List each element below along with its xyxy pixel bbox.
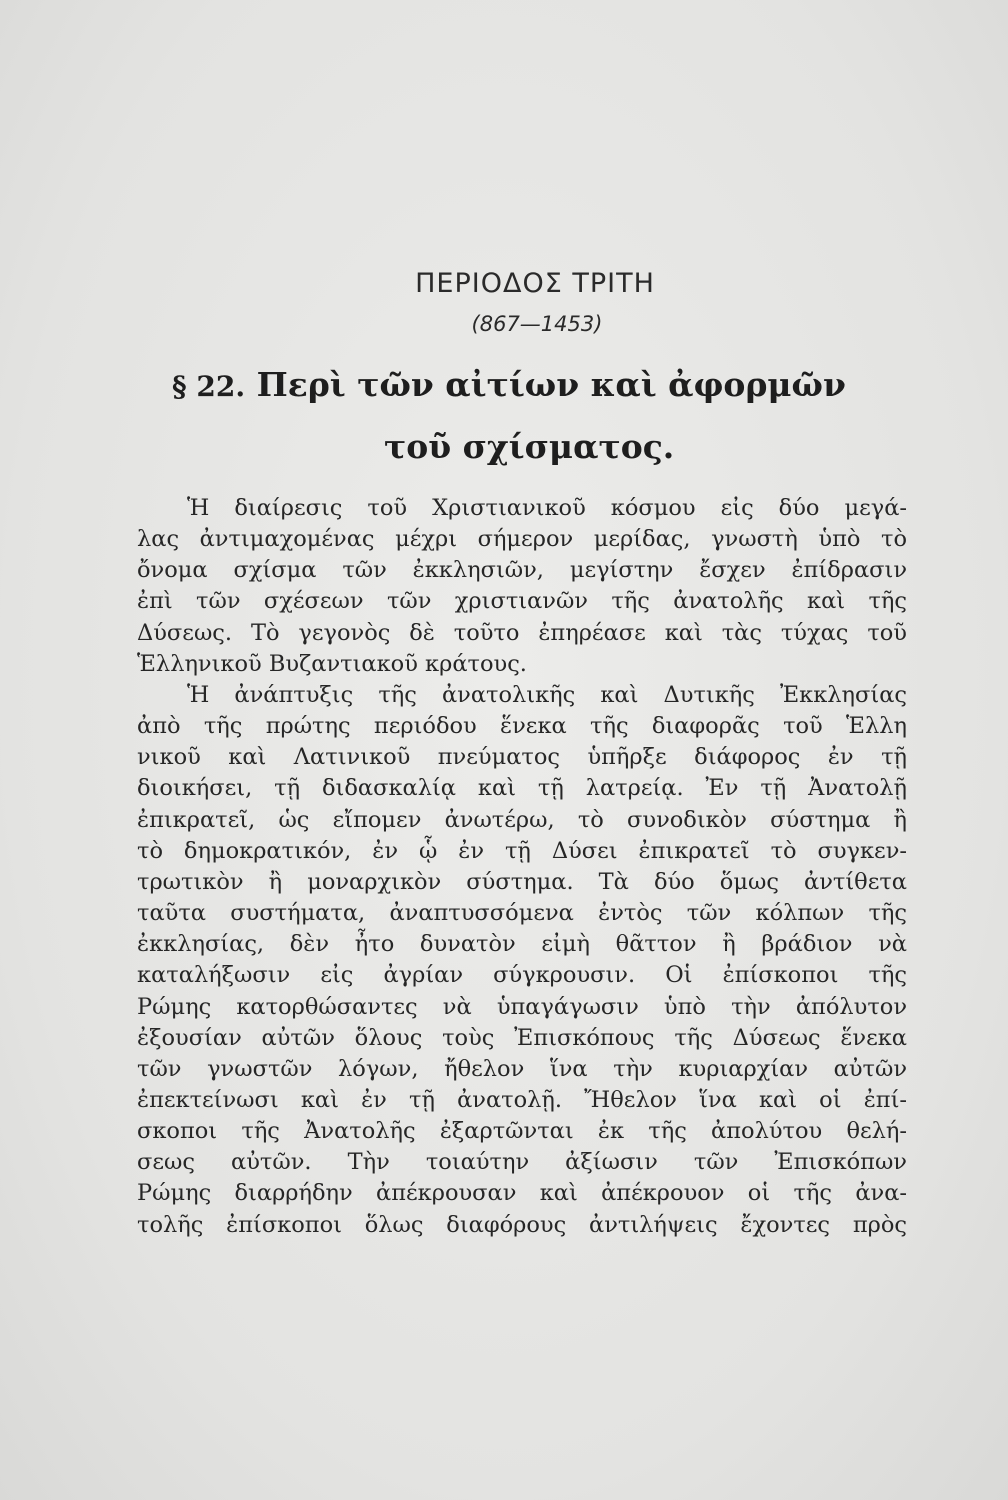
text-line: ταῦτα συστήματα, ἀναπτυσσόμενα ἐντὸς τῶν κόλπων τῆς <box>137 900 907 927</box>
text-line: ἐπὶ τῶν σχέσεων τῶν χριστιανῶν τῆς ἀνατολῆς καὶ τῆς <box>137 588 907 615</box>
text-line: Ρώμης διαρρήδην ἀπέκρουσαν καὶ ἀπέκρουον οἱ τῆς ἀνα- <box>137 1180 907 1207</box>
section-heading <box>172 355 872 477</box>
text-line: λας ἀντιμαχομένας μέχρι σήμερον μερίδας, γνωστὴ ὑπὸ τὸ <box>137 526 907 553</box>
text-line: καταλήξωσιν εἰς ἀγρίαν σύγκρουσιν. Οἱ ἐπίσκοποι τῆς <box>137 962 907 989</box>
text-line: τὸ δημοκρατικόν, ἐν ᾧ ἐν τῇ Δύσει ἐπικρατεῖ τὸ συγκεν- <box>137 837 907 864</box>
text-line: διοικήσει, τῇ διδασκαλίᾳ καὶ τῇ λατρείᾳ. Ἐν τῇ Ἀνατολῇ <box>137 775 907 802</box>
section-title-line-2: τοῦ σχίσματος. <box>384 427 675 466</box>
text-line: Ἡ διαίρεσις τοῦ Χριστιανικοῦ κόσμου εἰς δύο μεγά- <box>187 495 907 521</box>
text-line: νικοῦ καὶ Λατινικοῦ πνεύματος ὑπῆρξε διάφορος ἐν τῇ <box>137 744 907 771</box>
text-line: ἐπικρατεῖ, ὡς εἴπομεν ἀνωτέρω, τὸ συνοδικὸν σύστημα ἢ <box>137 806 907 833</box>
section-number: § 22. <box>172 370 246 403</box>
text-line: ἀπὸ τῆς πρώτης περιόδου ἕνεκα τῆς διαφορᾶς τοῦ Ἑλλη <box>137 713 907 740</box>
text-line: Δύσεως. Τὸ γεγονὸς δὲ τοῦτο ἐπηρέασε καὶ τὰς τύχας τοῦ <box>137 619 907 646</box>
body-text <box>137 493 907 1241</box>
period-dates: (867—1453) <box>471 312 603 336</box>
text-line: τολῆς ἐπίσκοποι ὅλως διαφόρους ἀντιλήψεις ἔχοντες πρὸς <box>137 1211 907 1238</box>
text-line: Ἑλληνικοῦ Βυζαντιακοῦ κράτους. <box>137 650 527 677</box>
text-line: σεως αὐτῶν. Τὴν τοιαύτην ἀξίωσιν τῶν Ἐπισκόπων <box>137 1149 907 1176</box>
text-line: ἐπεκτείνωσι καὶ ἐν τῇ ἀνατολῇ. Ἤθελον ἵνα καὶ οἱ ἐπί- <box>137 1086 907 1113</box>
text-line: ὄνομα σχίσμα τῶν ἐκκλησιῶν, μεγίστην ἔσχεν ἐπίδρασιν <box>137 557 907 584</box>
section-title-line-1: Περὶ τῶν αἰτίων καὶ ἀφορμῶν <box>256 365 846 404</box>
text-line: ἐκκλησίας, δὲν ἦτο δυνατὸν εἰμὴ θᾶττον ἢ βράδιον νὰ <box>137 931 907 958</box>
text-line: τρωτικὸν ἢ μοναρχικὸν σύστημα. Τὰ δύο ὅμως ἀντίθετα <box>137 868 907 895</box>
text-line: σκοποι τῆς Ἀνατολῆς ἐξαρτῶνται ἐκ τῆς ἀπολύτου θελή- <box>137 1118 907 1145</box>
text-line: Ἡ ἀνάπτυξις τῆς ἀνατολικῆς καὶ Δυτικῆς Ἐκκλησίας <box>187 681 907 708</box>
text-line: Ρώμης κατορθώσαντες νὰ ὑπαγάγωσιν ὑπὸ τὴν ἀπόλυτον <box>137 993 907 1020</box>
text-line: τῶν γνωστῶν λόγων, ἤθελον ἵνα τὴν κυριαρχίαν αὐτῶν <box>137 1055 907 1082</box>
period-title: ΠΕΡΙΟΔΟΣ ΤΡΙΤΗ <box>415 268 655 299</box>
text-line: ἐξουσίαν αὐτῶν ὅλους τοὺς Ἐπισκόπους τῆς Δύσεως ἕνεκα <box>137 1024 907 1051</box>
